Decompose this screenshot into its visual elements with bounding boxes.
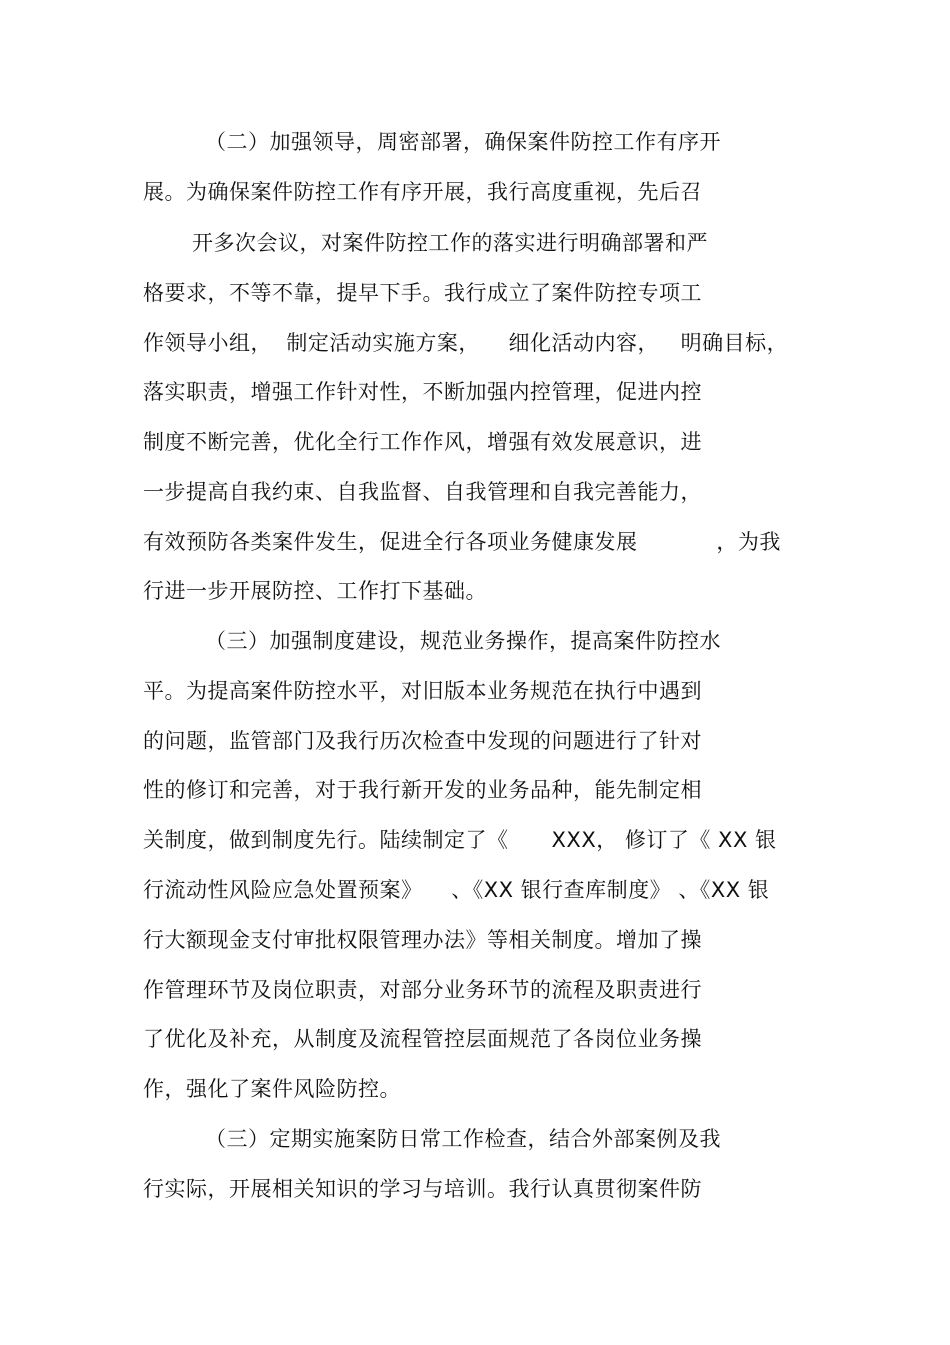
text-line-15: 关制度，做到制度先行。陆续制定了《 XXX， 修订了《 XX 银: [143, 828, 777, 852]
text-line-6: 落实职责，增强工作针对性，不断加强内控管理，促进内控: [143, 380, 702, 404]
text-line-22: 行实际，开展相关知识的学习与培训。我行认真贯彻案件防: [143, 1177, 702, 1201]
text-line-4: 格要求，不等不靠，提早下手。我行成立了案件防控专项工: [143, 281, 702, 305]
text-line-3: 开多次会议，对案件防控工作的落实进行明确部署和严: [192, 231, 708, 255]
text-line-12: 平。为提高案件防控水平，对旧版本业务规范在执行中遇到: [143, 679, 702, 703]
text-line-1: （二）加强领导，周密部署，确保案件防控工作有序开: [205, 130, 721, 154]
text-line-2: 展。为确保案件防控工作有序开展，我行高度重视，先后召: [143, 180, 702, 204]
text-line-20: 作，强化了案件风险防控。: [143, 1077, 401, 1101]
text-line-8: 一步提高自我约束、自我监督、自我管理和自我完善能力，: [143, 480, 702, 504]
text-line-16: 行流动性风险应急处置预案》 、《XX 银行查库制度》 、《XX 银: [143, 878, 770, 902]
text-line-5: 作领导小组， 制定活动实施方案， 细化活动内容， 明确目标，: [143, 331, 789, 355]
text-line-9: 有效预防各类案件发生，促进全行各项业务健康发展 ，为我: [143, 530, 781, 554]
text-line-10: 行进一步开展防控、工作打下基础。: [143, 579, 487, 603]
text-line-13: 的问题，监管部门及我行历次检查中发现的问题进行了针对: [143, 729, 702, 753]
text-line-7: 制度不断完善，优化全行工作作风，增强有效发展意识，进: [143, 430, 702, 454]
text-line-21: （三）定期实施案防日常工作检查，结合外部案例及我: [205, 1127, 721, 1151]
text-line-14: 性的修订和完善，对于我行新开发的业务品种，能先制定相: [143, 778, 702, 802]
text-line-18: 作管理环节及岗位职责，对部分业务环节的流程及职责进行: [143, 978, 702, 1002]
text-line-17: 行大额现金支付审批权限管理办法》等相关制度。增加了操: [143, 928, 702, 952]
text-line-11: （三）加强制度建设，规范业务操作，提高案件防控水: [205, 629, 721, 653]
text-line-19: 了优化及补充，从制度及流程管控层面规范了各岗位业务操: [143, 1027, 702, 1051]
